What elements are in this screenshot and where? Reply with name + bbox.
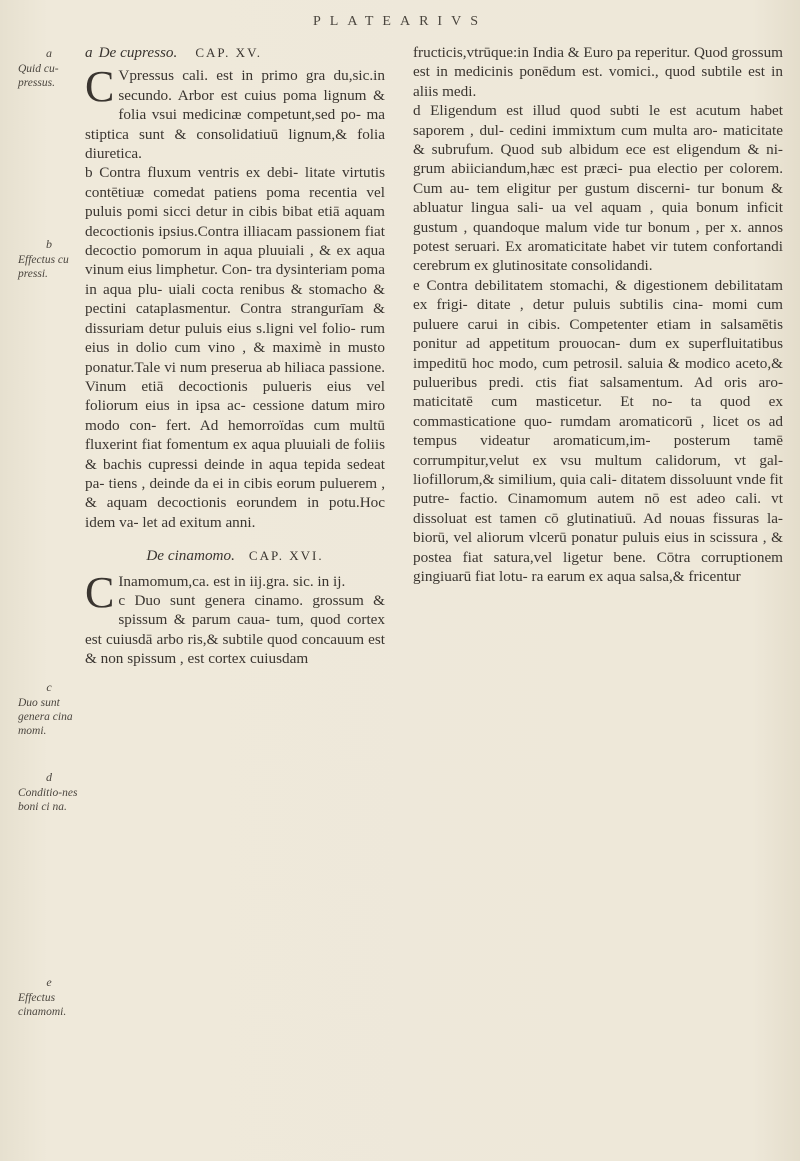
margin-note-a xyxy=(18,46,80,90)
left-column xyxy=(85,43,385,669)
margin-letter: e xyxy=(46,975,52,989)
paragraph-text: Inamomum,ca. est in iij.gra. sic. in ij. xyxy=(118,572,346,590)
paragraph-text: Vpressus cali. est in primo gra du,sic.in secundo. Arbor est cuius poma lignum & folia vsui medicinæ competunt,sed po- ma stiptica sunt & consolidatiuū lignum,& folia diuretica. xyxy=(85,67,385,163)
drop-capital: C xyxy=(85,567,115,617)
paragraph: b Contra fluxum ventris ex debi- litate virtutis contētiuæ comedat patiens poma recentia vel puluis pomi sicci detur in cibis bibat etiā aquam decoctionis ipsius.Contra illiacam passionem fiat decoctio pomorum in aqua pluuiali , & ex aqua vinum eius limphetur. Con- tra dysinteriam poma in aqua plu- uiali cocta renibus & stomacho & pectini cataplasmentur. Contra strangurīam & dissuriam detur puluis eius s.ligni vel folio- rum eius in dolio cum vino , & maximè in musto ponatur.Tale vi num preserua ab hiliaca passione. Vinum etiā decoctionis pulueris eius vel foliorum eius in ipsa ac- cessione datum miro modo con- fert. Ad hemorroïdas cum multū fluxerint fiat fomentum ex aqua pluuiali de foliis & bachis cupressi deinde in aqua tepida sedeat pa- tiens , deinde da ei in cibis eorum puluerem , & aquam decoctionis eorundem in potu.Hoc idem va- let ad exitum anni. xyxy=(85,164,385,531)
chapter-heading-cupressus xyxy=(85,43,385,62)
margin-gloss: Duo sunt genera cina momi. xyxy=(18,697,73,737)
margin-letter: c xyxy=(46,680,52,694)
margin-note-c xyxy=(18,680,80,738)
paragraph: e Contra debilitatem stomachi, & digestionem debilitatam ex frigi- ditate , detur puluis subtilis cina- momi cum puluere carui in cibis. Competenter etiam in salsamētis ponitur ad appetitum prouocan- dum ex superfluitatibus impeditū hoc modo, cum petrosil. saluia & modico aceto,& pulueribus predi. ctis fiat salsamentum. Ad oris aro- maticitatē cum masticetur. Et no- ta quod ex commasticatione quo- rumdam aromaticorū , licet os ad tempus videatur aromaticum,im- posterum tamē corrumpitur,velut ex vsu multum calidorum, vt gal- liofillorum,& similium, quia cali- ditatem dissoluunt vnde fit putre- factio. Cinamomum autem nō est adeo cali. vt dissoluat est tamen cō glutinatiuū. Ad nouas fissuras la- biorū, vel aliorum vlcerū ponatur puluis eius in scissura , & postea fiat satura,vel ligetur bene. Cōtra corruptionem gingiuarū fiat lotu- ra earum ex aqua salsa,& fricentur xyxy=(413,276,783,585)
margin-gloss: Effectus cu pressi. xyxy=(18,254,69,280)
paragraph: d Eligendum est illud quod subti le est acutum habet saporem , dul- cedini immixtum cum multa aro- maticitate & subrufum. Quod sub albidum ece est eligendum & ni- grum abiiciandum,hæc est præci- pua electio per colorem. Cum au- tem eligitur per gustum discerni- tur bonum & abluatur lingua sali- ua vel aquam , quia bonum inficit gustum , quandoque malum vide tur bonum , per x. annos potest seruari. Ex aromaticitate habet vir tutem confortandi cerebrum ex glutinositate consolidandi. xyxy=(413,102,783,275)
drop-capital: C xyxy=(85,62,115,112)
running-head: PLATEARIVS xyxy=(312,14,487,29)
margin-gloss: Conditio-nes boni ci na. xyxy=(18,787,78,813)
margin-note-d xyxy=(18,770,80,814)
chapter-number: CAP. XV. xyxy=(195,45,263,60)
paragraph: c Duo sunt genera cinamo. grossum & spissum & parum caua- tum, quod cortex est cuiusdā arbo ris,& subtile quod concauum est & non spissum , est cortex cuiusdam xyxy=(85,591,385,668)
margin-note-b xyxy=(18,237,80,281)
paragraph: fructicis,vtrūque:in India & Euro pa reperitur. Quod grossum est in medicinis ponēdum est. vomici., quod subtile est in aliis medi. xyxy=(413,44,783,100)
margin-note-e xyxy=(18,975,80,1019)
paragraph xyxy=(85,567,385,617)
margin-letter: b xyxy=(46,237,52,251)
margin-letter: a xyxy=(46,46,52,60)
margin-letter: d xyxy=(46,770,52,784)
chapter-title: De cupresso. xyxy=(98,44,178,61)
chapter-letter: a xyxy=(85,44,93,61)
margin-gloss: Quid cu-pressus. xyxy=(18,63,59,89)
margin-gloss: Effectus cinamomi. xyxy=(18,992,67,1018)
chapter-title: De cinamomo. xyxy=(146,547,235,565)
paragraph xyxy=(85,62,385,163)
right-column xyxy=(413,43,783,586)
chapter-number: CAP. XVI. xyxy=(248,548,324,564)
chapter-heading-cinamomum xyxy=(85,546,385,565)
